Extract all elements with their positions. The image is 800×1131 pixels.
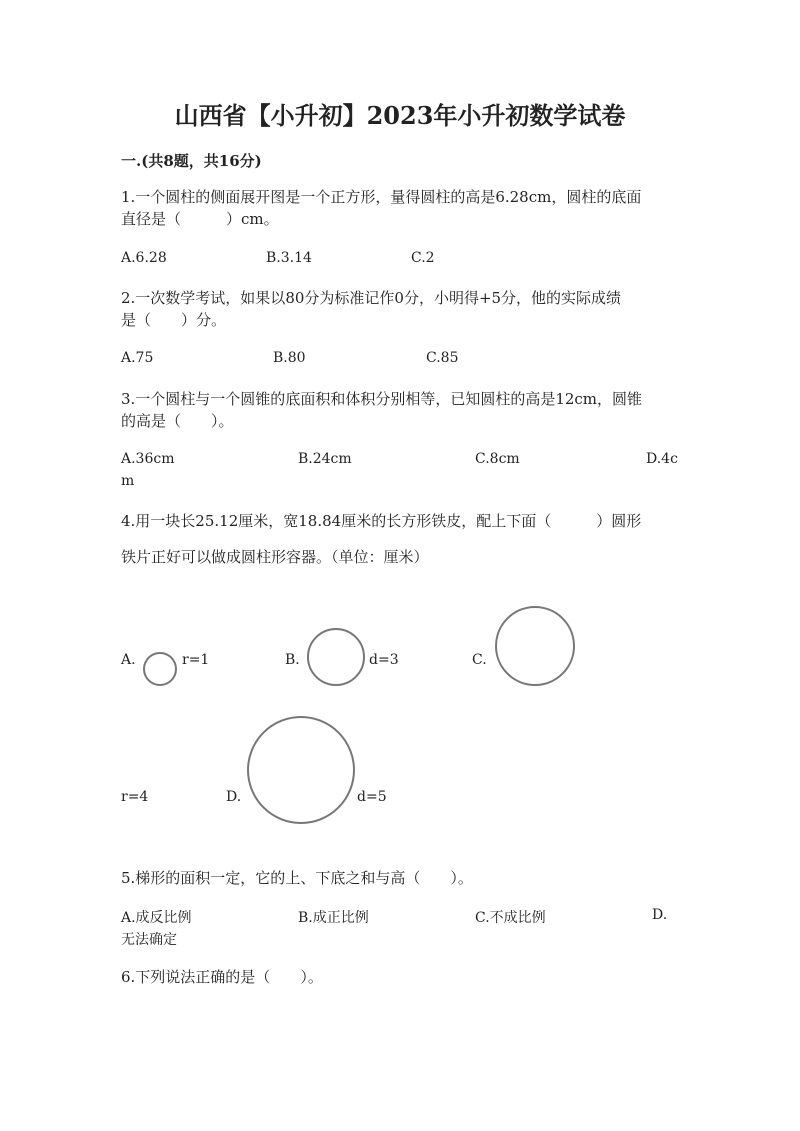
question-2-option-b: B.80 — [273, 350, 306, 366]
question-3-option-c: C.8cm — [475, 451, 520, 467]
question-4-option-d-label: D. — [226, 789, 242, 805]
question-4-option-c-value: r=4 — [121, 789, 149, 805]
question-1-option-c: C.2 — [411, 250, 435, 266]
circle-d-shape — [247, 716, 355, 824]
question-3-option-d: D.4c — [646, 451, 678, 467]
question-5-option-b: B.成正比例 — [298, 910, 369, 926]
section-heading: 一.(共8题，共16分) — [121, 152, 262, 170]
question-4-text-line1: 4.用一块长25.12厘米，宽18.84厘米的长方形铁皮，配上下面（ ）圆形 — [121, 512, 642, 530]
question-3-option-a: A.36cm — [121, 451, 175, 467]
question-1-option-a: A.6.28 — [121, 250, 167, 266]
question-3-option-b: B.24cm — [298, 451, 352, 467]
question-4-option-b-label: B. — [285, 652, 300, 668]
question-4-option-c-label: C. — [472, 652, 487, 668]
question-2-text-line2: 是（ ）分。 — [121, 311, 227, 329]
page-title: 山西省【小升初】2023年小升初数学试卷 — [174, 101, 626, 130]
question-2-text-line1: 2.一次数学考试，如果以80分为标准记作0分，小明得+5分，他的实际成绩 — [121, 289, 622, 307]
question-5-option-d-wrap: 无法确定 — [121, 932, 177, 948]
question-6-text-line1: 6.下列说法正确的是（ ）。 — [121, 968, 323, 986]
question-5-text-line1: 5.梯形的面积一定，它的上、下底之和与高（ ）。 — [121, 869, 473, 887]
question-4-text-line2: 铁片正好可以做成圆柱形容器。（单位：厘米） — [121, 548, 429, 566]
question-5-option-d: D. — [652, 907, 668, 923]
question-5-option-c: C.不成比例 — [475, 910, 546, 926]
question-3-text-line2: 的高是（ ）。 — [121, 412, 234, 430]
question-5-option-a: A.成反比例 — [121, 910, 192, 926]
question-3-option-d-wrap: m — [121, 473, 135, 489]
question-4-option-a-label: A. — [121, 652, 136, 668]
question-4-option-b-value: d=3 — [369, 652, 399, 668]
question-3-text-line1: 3.一个圆柱与一个圆锥的底面积和体积分别相等，已知圆柱的高是12cm，圆锥 — [121, 390, 643, 408]
question-1-option-b: B.3.14 — [266, 250, 312, 266]
question-4-option-d-value: d=5 — [357, 789, 387, 805]
circle-b-shape — [307, 628, 365, 686]
question-2-option-a: A.75 — [121, 350, 154, 366]
circle-c-shape — [495, 606, 575, 686]
question-1-text-line1: 1.一个圆柱的侧面展开图是一个正方形，量得圆柱的高是6.28cm，圆柱的底面 — [121, 188, 642, 206]
circle-a-shape — [143, 652, 177, 686]
question-4-option-a-value: r=1 — [182, 652, 210, 668]
question-1-text-line2: 直径是（ ）cm。 — [121, 210, 279, 228]
question-2-option-c: C.85 — [426, 350, 459, 366]
